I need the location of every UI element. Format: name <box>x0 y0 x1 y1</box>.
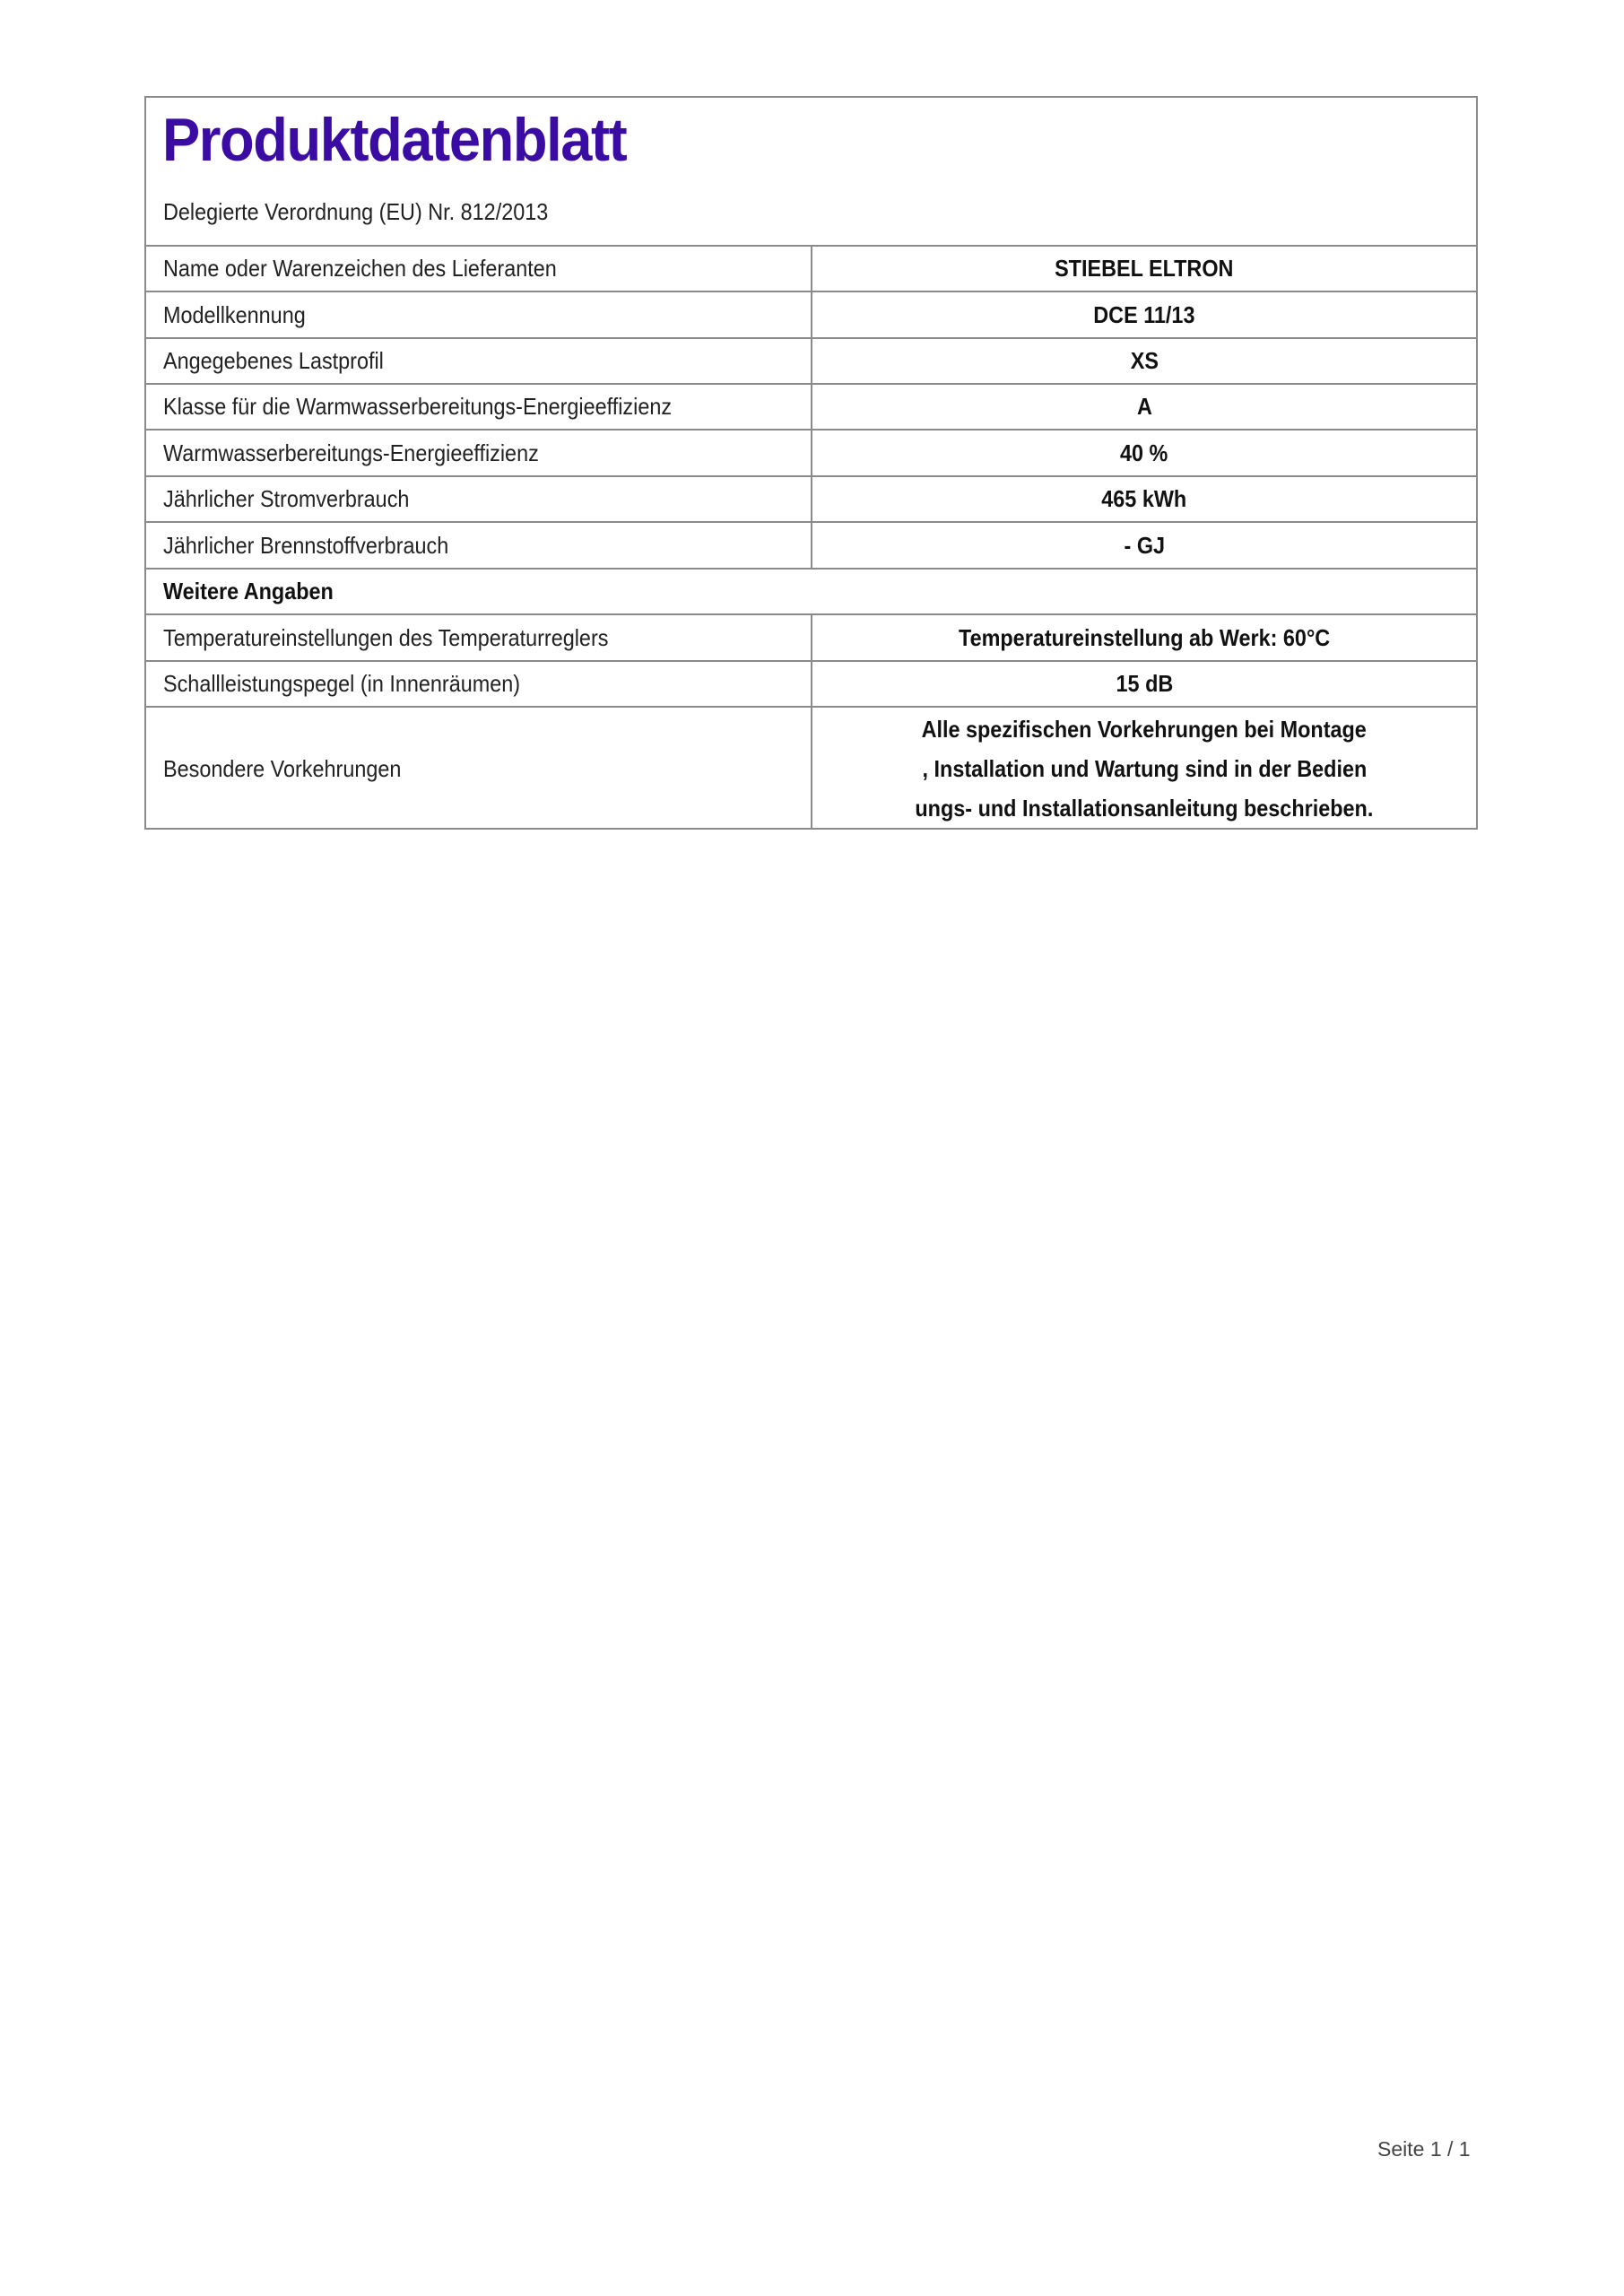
table-row <box>146 708 1476 830</box>
table-row <box>146 615 1476 662</box>
sheet-header <box>146 98 1476 247</box>
row-label: Modellkennung <box>146 292 812 337</box>
row-label: Jährlicher Brennstoffverbrauch <box>146 523 812 568</box>
table-row <box>146 247 1476 292</box>
table-row <box>146 430 1476 477</box>
section-heading-row <box>146 570 1476 615</box>
row-label: Jährlicher Stromverbrauch <box>146 477 812 521</box>
row-label: Angegebenes Lastprofil <box>146 339 812 383</box>
regulation-reference: Delegierte Verordnung (EU) Nr. 812/2013 <box>163 198 549 225</box>
row-value: XS <box>1130 347 1159 374</box>
row-label: Temperatureinstellungen des Temperaturreglers <box>146 615 812 660</box>
product-data-sheet <box>144 96 1478 830</box>
table-row <box>146 662 1476 708</box>
table-row <box>146 523 1476 570</box>
row-value: 15 dB <box>1116 670 1173 697</box>
table-row <box>146 339 1476 385</box>
row-label: Schallleistungspegel (in Innenräumen) <box>146 662 812 706</box>
row-value: 465 kWh <box>1101 485 1187 512</box>
page-title: Produktdatenblatt <box>162 106 627 174</box>
table-row <box>146 385 1476 430</box>
section-heading: Weitere Angaben <box>163 578 334 604</box>
row-label: Besondere Vorkehrungen <box>146 708 812 830</box>
row-value: Alle spezifischen Vorkehrungen bei Montage , Installation und Wartung sind in der Bedien ungs- und Installationsanleitung beschrieben. <box>915 716 1374 822</box>
table-row <box>146 292 1476 339</box>
row-label: Name oder Warenzeichen des Lieferanten <box>146 247 812 291</box>
row-label: Klasse für die Warmwasserbereitungs-Energieeffizienz <box>146 385 812 429</box>
row-label: Warmwasserbereitungs-Energieeffizienz <box>146 430 812 475</box>
row-value: - GJ <box>1124 531 1165 559</box>
row-value: DCE 11/13 <box>1093 300 1195 328</box>
row-value: A <box>1136 393 1152 420</box>
table-row <box>146 477 1476 523</box>
row-value: 40 % <box>1120 439 1168 466</box>
row-value: Temperatureinstellung ab Werk: 60°C <box>958 623 1331 651</box>
row-value: STIEBEL ELTRON <box>1055 255 1234 282</box>
page-number: Seite 1 / 1 <box>1377 2137 1471 2161</box>
